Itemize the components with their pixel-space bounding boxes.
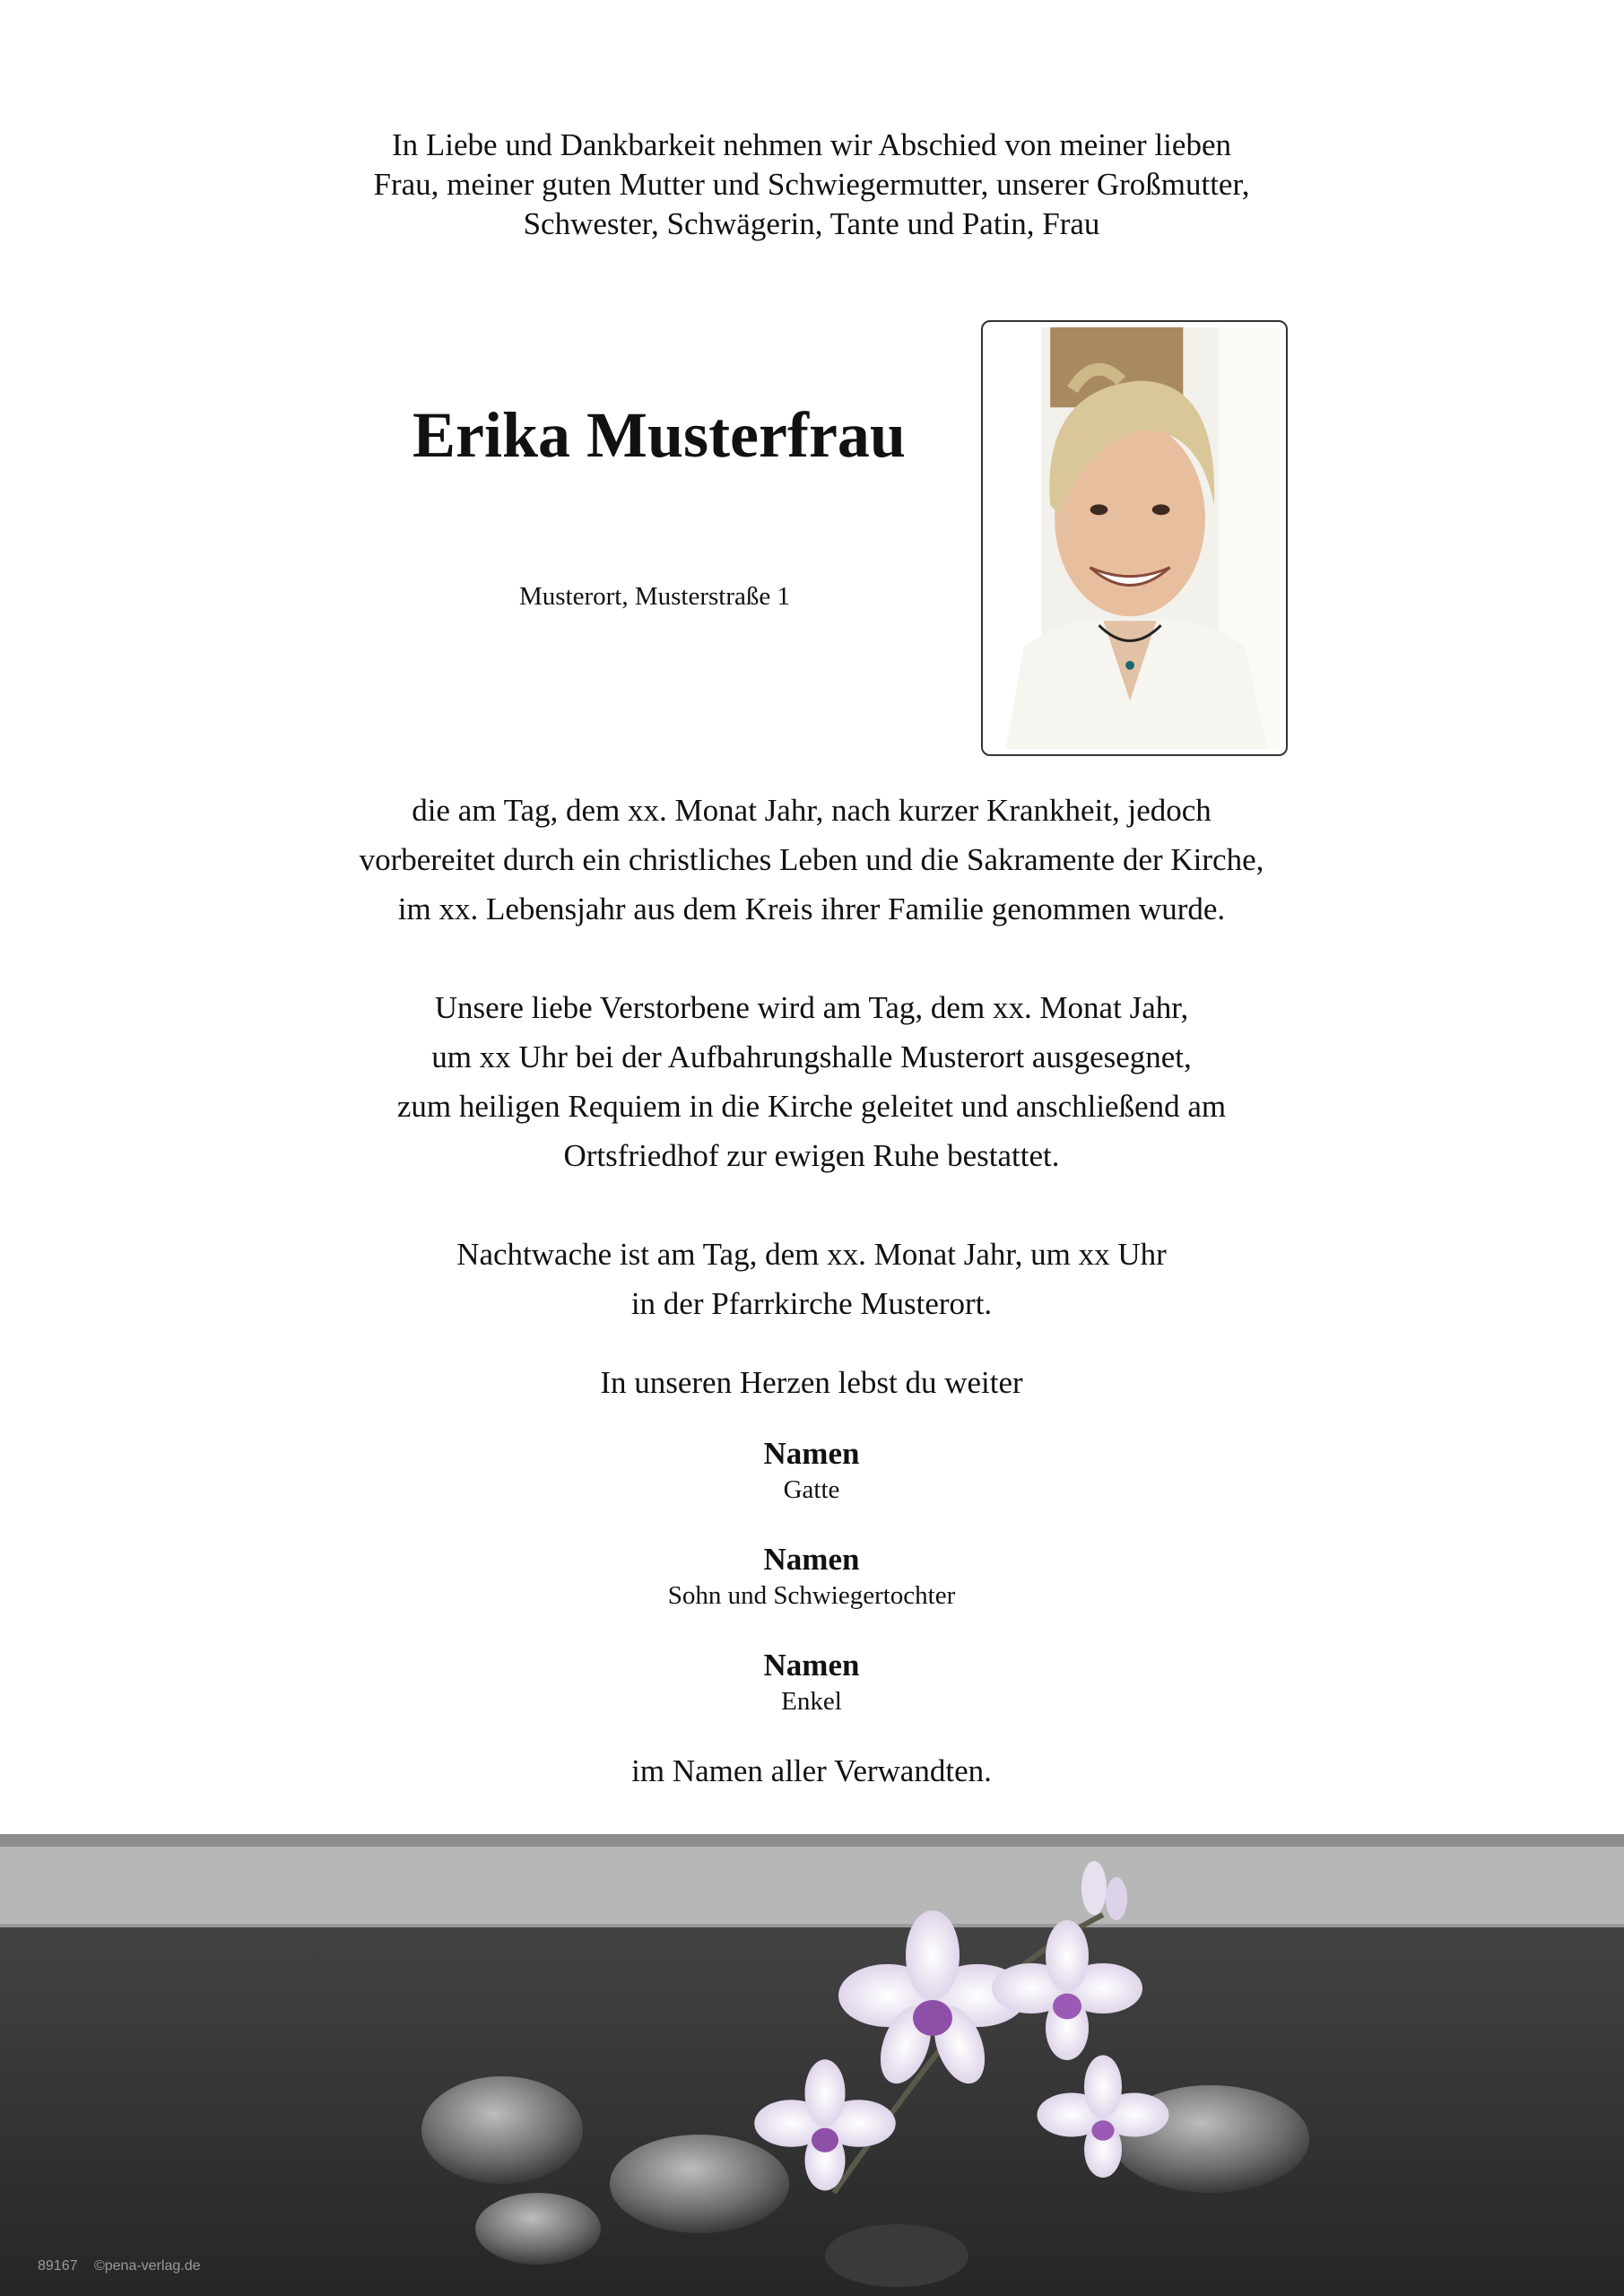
survivor-entry	[453, 1645, 1170, 1751]
text-line: Unsere liebe Verstorbene wird am Tag, dem xx. Monat Jahr,	[434, 990, 1189, 1025]
intro-line: Schwester, Schwägerin, Tante und Patin, Frau	[523, 206, 1100, 241]
text-line: Ortsfriedhof zur ewigen Ruhe bestattet.	[563, 1138, 1060, 1173]
text-line: Nachtwache ist am Tag, dem xx. Monat Jahr, um xx Uhr	[456, 1237, 1167, 1272]
survivor-relation: Sohn und Schwiegertochter	[667, 1581, 956, 1610]
survivor-name: Namen	[763, 1436, 860, 1471]
portrait-photo	[981, 320, 1288, 756]
text-line: zum heiligen Requiem in die Kirche geleitet und anschließend am	[396, 1089, 1227, 1124]
intro-line: Frau, meiner guten Mutter und Schwiegermutter, unserer Großmutter,	[373, 167, 1250, 202]
intro-line: In Liebe und Dankbarkeit nehmen wir Abschied von meiner lieben	[392, 127, 1231, 162]
survivor-name: Namen	[763, 1648, 860, 1683]
survivor-relation: Gatte	[783, 1475, 840, 1504]
text-line: in der Pfarrkirche Musterort.	[630, 1286, 993, 1321]
paragraph-funeral	[206, 983, 1417, 1180]
portrait-image	[988, 327, 1281, 749]
text-line: um xx Uhr bei der Aufbahrungshalle Musterort ausgesegnet,	[431, 1039, 1192, 1074]
text-line: vorbereitet durch ein christliches Leben und die Sakramente der Kirche,	[359, 842, 1264, 877]
deceased-address: Musterort, Musterstraße 1	[518, 582, 791, 611]
announcement-text	[206, 786, 1417, 1364]
paragraph-vigil	[206, 1230, 1417, 1328]
portrait-illustration	[988, 327, 1281, 749]
farewell-line: In unseren Herzen lebst du weiter	[600, 1365, 1023, 1400]
publisher-credit: ©pena-verlag.de	[93, 2258, 201, 2274]
survivor-relation: Enkel	[781, 1687, 842, 1716]
template-code: 89167	[38, 2258, 78, 2274]
survivor-entry	[453, 1433, 1170, 1539]
orchid-illustration	[0, 1834, 1624, 2296]
closing-line: im Namen aller Verwandten.	[631, 1753, 992, 1788]
intro-text	[296, 126, 1327, 244]
deceased-name: Erika Musterfrau	[413, 399, 906, 471]
text-line: die am Tag, dem xx. Monat Jahr, nach kurzer Krankheit, jedoch	[412, 793, 1211, 828]
paragraph-death-notice	[206, 786, 1417, 934]
orchid-stones-image	[0, 1834, 1624, 2296]
text-line: im xx. Lebensjahr aus dem Kreis ihrer Familie genommen wurde.	[397, 891, 1226, 926]
survivor-entry	[453, 1539, 1170, 1645]
survivor-name: Namen	[763, 1542, 860, 1577]
footer-credit	[38, 2258, 213, 2274]
survivors-list	[453, 1433, 1170, 1751]
